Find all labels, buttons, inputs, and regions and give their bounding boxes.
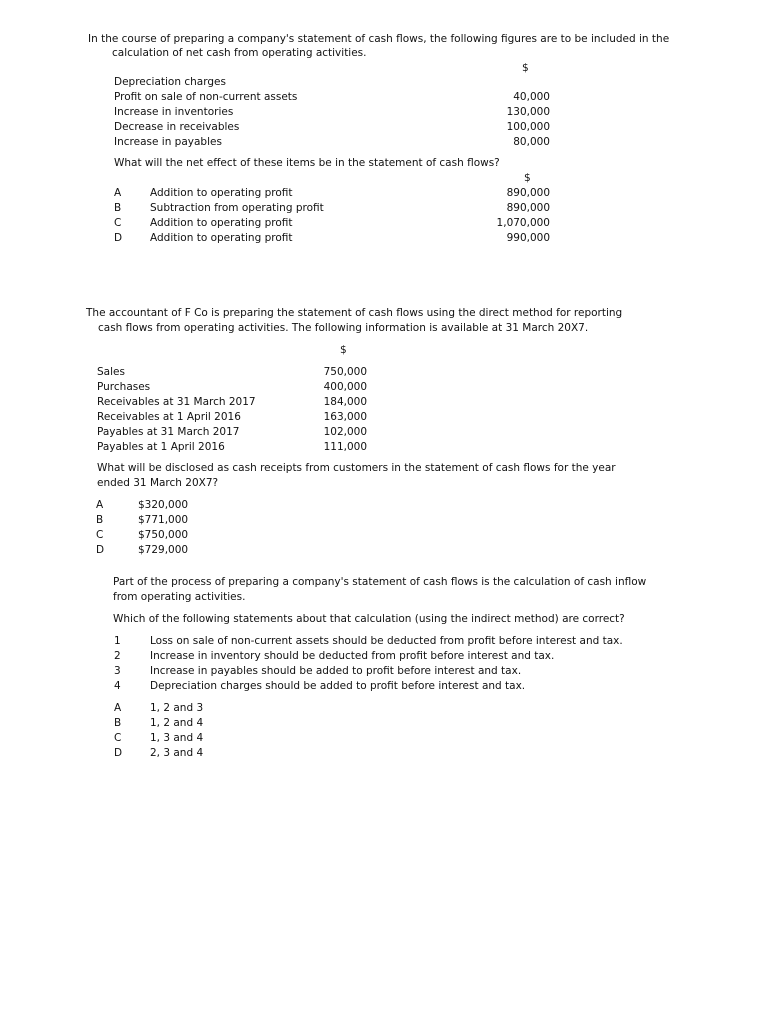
q1-option-letter: B bbox=[114, 202, 122, 214]
q2-intro-line-1: The accountant of F Co is preparing the statement of cash flows using the direct method for reporting bbox=[86, 307, 623, 319]
q3-statement-number: 3 bbox=[114, 665, 121, 677]
q1-intro-line-1: In the course of preparing a company's statement of cash flows, the following figures are to be included in the bbox=[88, 33, 670, 45]
q3-option-text: 1, 2 and 3 bbox=[150, 702, 204, 714]
q3-statement-number: 2 bbox=[114, 650, 121, 662]
q2-item-label: Receivables at 1 April 2016 bbox=[97, 411, 241, 423]
q2-option-text: $750,000 bbox=[138, 529, 189, 541]
q2-question-line-1: What will be disclosed as cash receipts from customers in the statement of cash flows for the year bbox=[97, 462, 616, 474]
q3-statement-text: Increase in payables should be added to profit before interest and tax. bbox=[150, 665, 522, 677]
q2-item-label: Receivables at 31 March 2017 bbox=[97, 396, 256, 408]
q1-option-letter: C bbox=[114, 217, 122, 229]
q2-item-value: 111,000 bbox=[323, 441, 367, 453]
q1-option-value: 890,000 bbox=[506, 202, 550, 214]
q2-intro-line-2: cash flows from operating activities. The following information is available at 31 March 20X7. bbox=[98, 322, 589, 334]
q1-option-text: Addition to operating profit bbox=[150, 217, 293, 229]
q3-option-letter: B bbox=[114, 717, 122, 729]
q1-item-value: 100,000 bbox=[506, 121, 550, 133]
q3-statement-text: Depreciation charges should be added to profit before interest and tax. bbox=[150, 680, 526, 692]
q2-item-label: Payables at 1 April 2016 bbox=[97, 441, 225, 453]
q3-statement-text: Loss on sale of non-current assets should be deducted from profit before interest and tax. bbox=[150, 635, 623, 647]
q1-option-text: Addition to operating profit bbox=[150, 187, 293, 199]
q3-option-letter: D bbox=[114, 747, 123, 759]
q2-item-label: Payables at 31 March 2017 bbox=[97, 426, 240, 438]
q2-item-label: Sales bbox=[97, 366, 125, 378]
q2-currency-header: $ bbox=[340, 344, 347, 356]
q2-question-line-2: ended 31 March 20X7? bbox=[97, 477, 219, 489]
q3-option-text: 1, 3 and 4 bbox=[150, 732, 204, 744]
q2-item-label: Purchases bbox=[97, 381, 151, 393]
q1-item-value: 130,000 bbox=[506, 106, 550, 118]
q1-question: What will the net effect of these items be in the statement of cash flows? bbox=[114, 157, 500, 169]
q3-intro-line-2: from operating activities. bbox=[113, 591, 246, 603]
q1-item-value: 80,000 bbox=[513, 136, 550, 148]
q1-option-text: Subtraction from operating profit bbox=[150, 202, 324, 214]
q3-statement-text: Increase in inventory should be deducted from profit before interest and tax. bbox=[150, 650, 555, 662]
q1-option-value: 1,070,000 bbox=[496, 217, 550, 229]
q2-option-letter: C bbox=[96, 529, 104, 541]
q1-item-label: Decrease in receivables bbox=[114, 121, 240, 133]
q1-item-label: Increase in inventories bbox=[114, 106, 234, 118]
q1-item-label: Increase in payables bbox=[114, 136, 222, 148]
q3-intro-line-1: Part of the process of preparing a company's statement of cash flows is the calculation of cash inflow bbox=[113, 576, 647, 588]
q1-currency-header: $ bbox=[522, 62, 529, 74]
q2-option-text: $320,000 bbox=[138, 499, 189, 511]
q1-option-text: Addition to operating profit bbox=[150, 232, 293, 244]
q1-options-currency: $ bbox=[524, 172, 531, 184]
q2-option-text: $771,000 bbox=[138, 514, 189, 526]
q2-option-letter: A bbox=[96, 499, 104, 511]
q1-option-value: 890,000 bbox=[506, 187, 550, 199]
q1-option-letter: D bbox=[114, 232, 123, 244]
q2-option-text: $729,000 bbox=[138, 544, 189, 556]
q2-item-value: 102,000 bbox=[323, 426, 367, 438]
q1-item-label: Profit on sale of non-current assets bbox=[114, 91, 298, 103]
q3-statement-number: 1 bbox=[114, 635, 121, 647]
q3-option-letter: A bbox=[114, 702, 122, 714]
q2-item-value: 400,000 bbox=[323, 381, 367, 393]
q3-option-text: 1, 2 and 4 bbox=[150, 717, 204, 729]
q1-option-letter: A bbox=[114, 187, 122, 199]
q1-item-value: 40,000 bbox=[513, 91, 550, 103]
q2-option-letter: D bbox=[96, 544, 105, 556]
q2-item-value: 184,000 bbox=[323, 396, 367, 408]
q2-option-letter: B bbox=[96, 514, 104, 526]
q1-item-label: Depreciation charges bbox=[114, 76, 226, 88]
q1-option-value: 990,000 bbox=[506, 232, 550, 244]
q1-intro-line-2: calculation of net cash from operating activities. bbox=[112, 47, 367, 59]
q2-item-value: 750,000 bbox=[323, 366, 367, 378]
q3-option-text: 2, 3 and 4 bbox=[150, 747, 204, 759]
q2-item-value: 163,000 bbox=[323, 411, 367, 423]
q3-statement-number: 4 bbox=[114, 680, 121, 692]
q3-option-letter: C bbox=[114, 732, 122, 744]
q3-question: Which of the following statements about that calculation (using the indirect method) are correct? bbox=[113, 613, 625, 625]
